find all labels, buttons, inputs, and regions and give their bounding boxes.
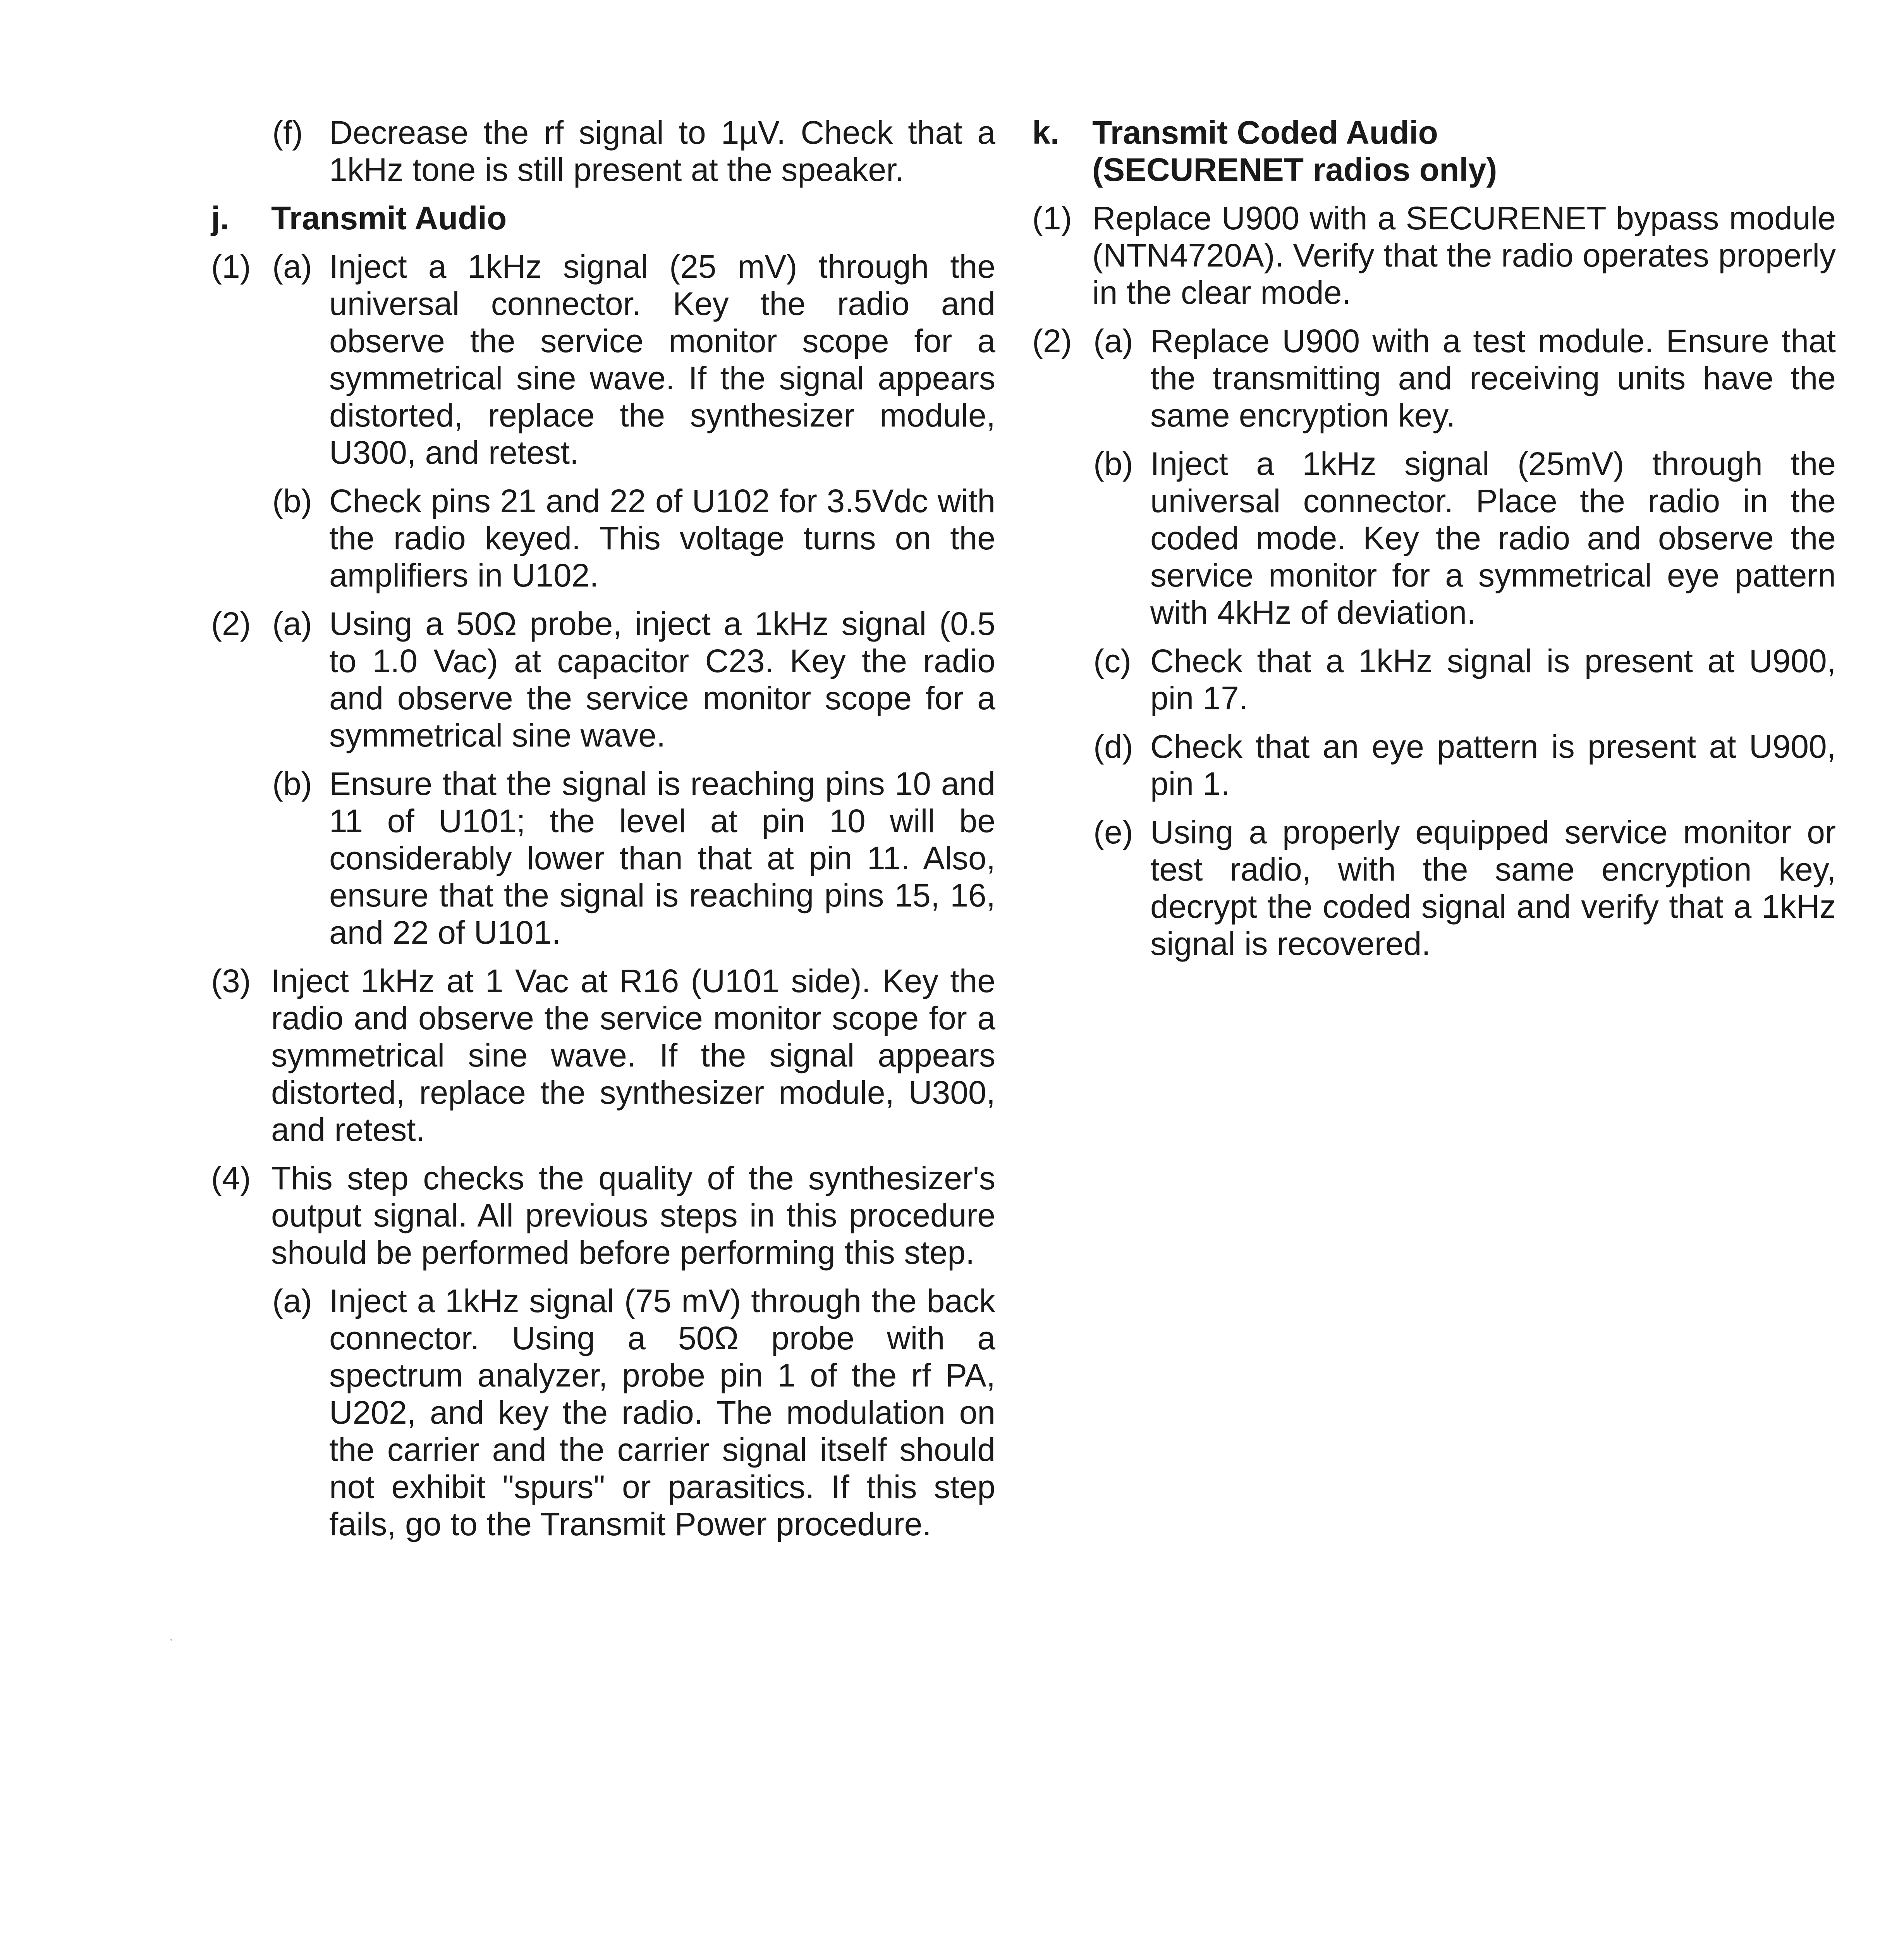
step-text: Check that a 1kHz signal is present at U900, pin 17. [1150,643,1836,716]
step-k2c [1032,642,1836,717]
step-number: (1) [1032,200,1072,236]
step-text: Inject a 1kHz signal (75 mV) through the back connector. Using a 50Ω probe with a spectrum analyzer, probe pin 1 of the rf PA, U202, and key the radio. The modulation on the carrier and the carrier signal itself should not exhibit "spurs" or parasitics. If this step fails, go to the Transmit Power procedure. [329,1283,995,1542]
step-text: Using a properly equipped service monitor or test radio, with the same encryption key, decrypt the coded signal and verify that a 1kHz signal is recovered. [1150,814,1836,962]
step-number: (4) [211,1160,251,1196]
step-sub-label: (b) [1093,446,1133,482]
step-j3 [211,962,995,1148]
step-sub-label: (e) [1093,814,1133,850]
step-j2a [211,605,995,754]
step-text: This step checks the quality of the synthesizer's output signal. All previous steps in this procedure should be performed before performing this step. [271,1160,995,1271]
step-k2e [1032,814,1836,962]
section-j-label: j. [211,200,229,236]
step-sub-label: (b) [272,483,312,519]
step-text: Check pins 21 and 22 of U102 for 3.5Vdc with the radio keyed. This voltage turns on the amplifiers in U102. [329,483,995,593]
step-text: Inject 1kHz at 1 Vac at R16 (U101 side). Key the radio and observe the service monitor scope for a symmetrical sine wave. If the signal appears distorted, replace the synthesizer module, U300, and retest. [271,963,995,1148]
section-j-heading [211,200,995,237]
scan-speck [170,1639,172,1641]
step-text: Check that an eye pattern is present at U900, pin 1. [1150,728,1836,802]
step-k2b [1032,445,1836,631]
step-number: (2) [211,606,251,642]
step-text: Using a 50Ω probe, inject a 1kHz signal (0.5 to 1.0 Vac) at capacitor C23. Key the radio and observe the service monitor scope for a symmetrical sine wave. [329,606,995,753]
step-sub-label: (a) [272,248,312,285]
step-text: Ensure that the signal is reaching pins 10 and 11 of U101; the level at pin 10 will be considerably lower than that at pin 11. Also, ensure that the signal is reaching pins 15, 16, and 22 of U101. [329,766,995,951]
step-j1b [211,482,995,594]
section-k-label: k. [1032,114,1060,151]
section-k-title: Transmit Coded Audio [1092,114,1438,151]
step-j2b [211,765,995,951]
step-sub-label: (d) [1093,728,1133,765]
step-sub-label: (a) [272,1283,312,1319]
step-number: (1) [211,248,251,285]
step-sub-label: (a) [272,606,312,642]
step-k2d [1032,728,1836,802]
step-sub-label: (b) [272,766,312,802]
right-column [1032,114,1836,974]
section-j-title: Transmit Audio [271,200,507,236]
step-text: Decrease the rf signal to 1µV. Check that a 1kHz tone is still present at the speaker. [329,114,995,188]
step-number: (2) [1032,323,1072,359]
step-text: Replace U900 with a SECURENET bypass module (NTN4720A). Verify that the radio operates properly in the clear mode. [1092,200,1836,311]
step-j4a [211,1282,995,1543]
step-sub-label: (a) [1093,323,1133,359]
step-f [211,114,995,188]
step-text: Inject a 1kHz signal (25mV) through the universal connector. Place the radio in the coded mode. Key the radio and observe the service monitor for a symmetrical eye pattern with 4kHz of deviation. [1150,446,1836,631]
section-k-subtitle: (SECURENET radios only) [1092,151,1497,188]
step-text: Replace U900 with a test module. Ensure that the transmitting and receiving units have the same encryption key. [1150,323,1836,434]
left-column [211,114,995,1554]
step-j4 [211,1159,995,1271]
step-text: Inject a 1kHz signal (25 mV) through the universal connector. Key the radio and observe the service monitor scope for a symmetrical sine wave. If the signal appears distorted, replace the synthesizer module, U300, and retest. [329,248,995,471]
step-j1a [211,248,995,471]
step-k1 [1032,200,1836,311]
step-number: (3) [211,963,251,999]
step-k2a [1032,322,1836,434]
step-sub-label: (c) [1093,643,1131,679]
section-k-heading [1032,114,1836,188]
step-label: (f) [272,114,303,151]
